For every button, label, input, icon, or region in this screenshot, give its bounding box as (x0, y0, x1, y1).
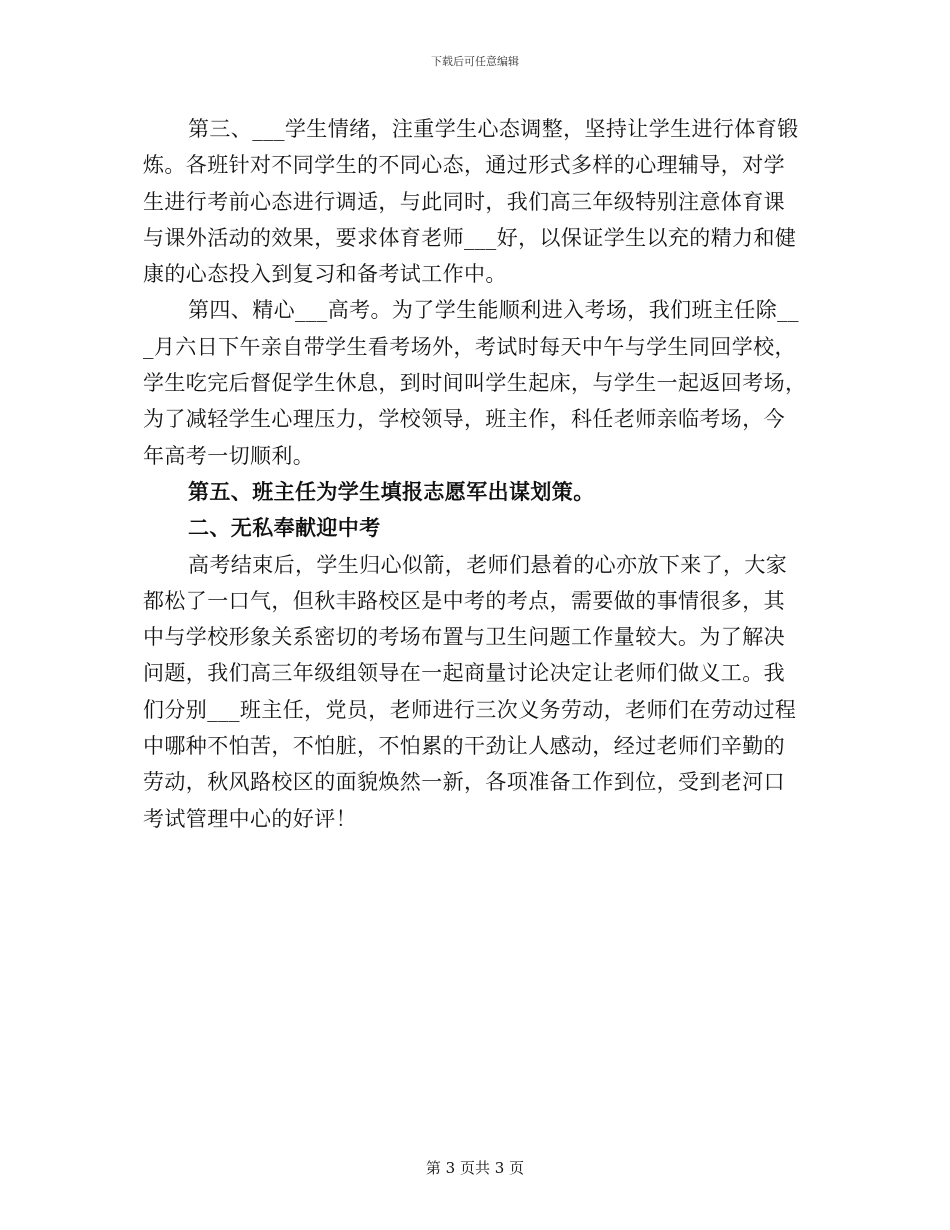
paragraph-line: 考试管理中心的好评！ (143, 806, 357, 831)
paragraph-line: 生进行考前心态进行调适，与此同时，我们高三年级特别注意体育课 (143, 189, 785, 214)
paragraph-line: 为了减轻学生心理压力，学校领导，班主作，科任老师亲临考场，今 (143, 407, 785, 432)
page-header: 下载后可任意编辑 (431, 55, 519, 68)
paragraph-line: 问题，我们高三年级组领导在一起商量讨论决定让老师们做义工。我 (143, 661, 785, 686)
paragraph-line: 劳动，秋风路校区的面貌焕然一新，各项准备工作到位，受到老河口 (143, 770, 785, 795)
page-footer: 第 3 页共 3 页 (425, 1159, 525, 1177)
paragraph-line: 高考结束后，学生归心似箭，老师们悬着的心亦放下来了，大家 (188, 552, 788, 577)
paragraph-line: 炼。各班针对不同学生的不同心态，通过形式多样的心理辅导，对学 (143, 153, 785, 178)
paragraph-line: 学生吃完后督促学生休息，到时间叫学生起床，与学生一起返回考场， (143, 371, 807, 396)
paragraph-line: 康的心态投入到复习和备考试工作中。 (143, 262, 507, 287)
section-heading: 二、无私奉献迎中考 (188, 515, 381, 541)
paragraph-line: _月六日下午亲自带学生看考场外，考试时每天中午与学生同回学校， (143, 334, 796, 359)
document-body (143, 111, 805, 837)
paragraph-line: 第三、___学生情绪，注重学生心态调整，坚持让学生进行体育锻 (188, 117, 799, 141)
paragraph-line: 第四、精心___高考。为了学生能顺利进入考场，我们班主任除__ (188, 298, 799, 323)
bold-heading-line: 第五、班主任为学生填报志愿军出谋划策。 (188, 478, 595, 504)
paragraph-line: 都松了一口气，但秋丰路校区是中考的考点，需要做的事情很多，其 (143, 588, 785, 613)
paragraph-line: 年高考一切顺利。 (143, 443, 315, 468)
paragraph-line: 中与学校形象关系密切的考场布置与卫生问题工作量较大。为了解决 (143, 625, 785, 650)
paragraph-line: 与课外活动的效果，要求体育老师___好，以保证学生以充的精力和健 (143, 225, 797, 250)
paragraph-line: 中哪种不怕苦，不怕脏，不怕累的干劲让人感动，经过老师们辛勤的 (143, 734, 785, 759)
paragraph-line: 们分别___班主任，党员，老师进行三次义务劳动，老师们在劳动过程 (143, 697, 797, 722)
